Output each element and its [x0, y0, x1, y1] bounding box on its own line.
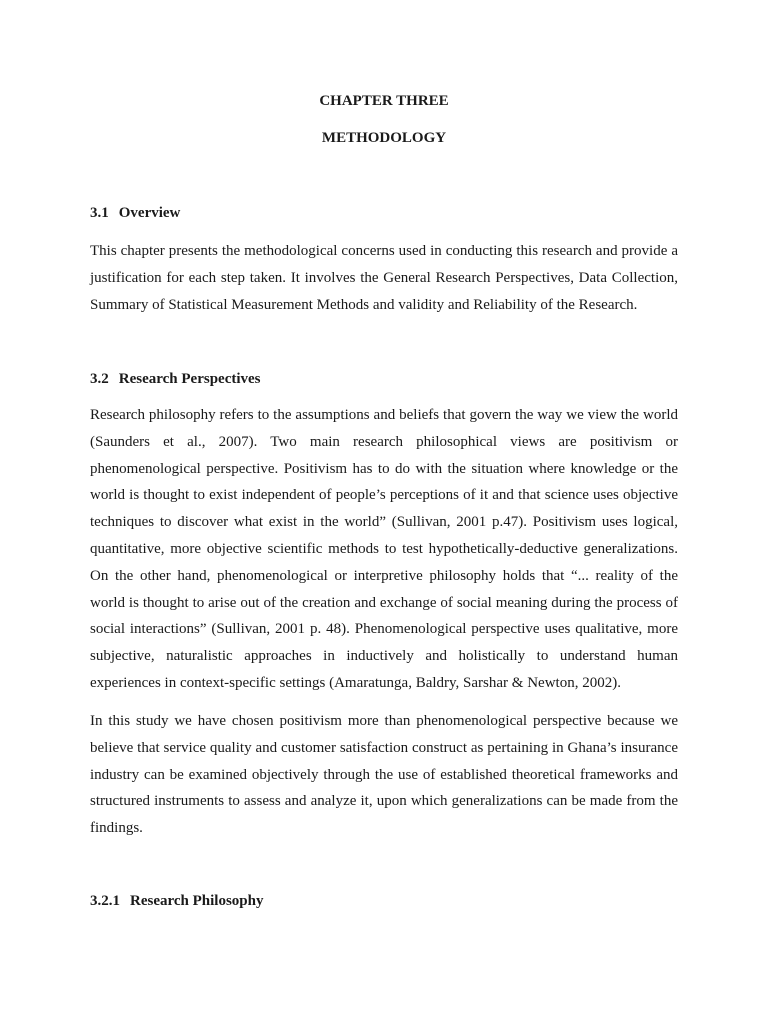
section-title: Research Philosophy [130, 893, 264, 909]
section-title: Overview [118, 205, 181, 221]
section-number: 3.2 [90, 371, 109, 387]
chapter-number: CHAPTER THREE [319, 93, 449, 109]
section-number: 3.2.1 [90, 893, 120, 909]
chapter-title: METHODOLOGY [321, 130, 447, 146]
paragraph-overview: This chapter presents the methodological concerns used in conducting this research and provide a justification for each step taken. It involves the General Research Perspectives, Data Collection, Summary of Statistical Measurement Methods and validity and Reliability of the Research. [90, 243, 678, 313]
paragraph-positivism-choice: In this study we have chosen positivism more than phenomenological perspective because we believe that service quality and customer satisfaction construct as pertaining in Ghana’s insurance industry can be examined objectively through the use of established theoretical frameworks and structured instruments to assess and analyze it, upon which generalizations can be made from the findings. [90, 713, 678, 837]
paragraph-research-philosophy-definition: Research philosophy refers to the assumptions and beliefs that govern the way we view the world (Saunders et al., 2007). Two main research philosophical views are positivism or phenomenological perspective. Positivism has to do with the situation where knowledge or the world is thought to exist independent of people’s perceptions of it and that science uses objective techniques to discover what exist in the world” (Sullivan, 2001 p.47). Positivism uses logical, quantitative, more objective scientific methods to test hypothetically-deductive generalizations. On the other hand, phenomenological or interpretive philosophy holds that “... reality of the world is thought to arise out of the creation and exchange of social meaning during the process of social interactions” (Sullivan, 2001 p. 48). Phenomenological perspective uses qualitative, more subjective, naturalistic approaches in inductively and holistically to understand human experiences in context-specific settings (Amaratunga, Baldry, Sarshar & Newton, 2002). [90, 407, 678, 691]
subsection-heading-research-philosophy [90, 891, 263, 911]
section-heading-overview [90, 203, 180, 223]
section-number: 3.1 [90, 205, 109, 221]
section-heading-research-perspectives [90, 369, 261, 389]
section-title: Research Perspectives [118, 371, 261, 387]
